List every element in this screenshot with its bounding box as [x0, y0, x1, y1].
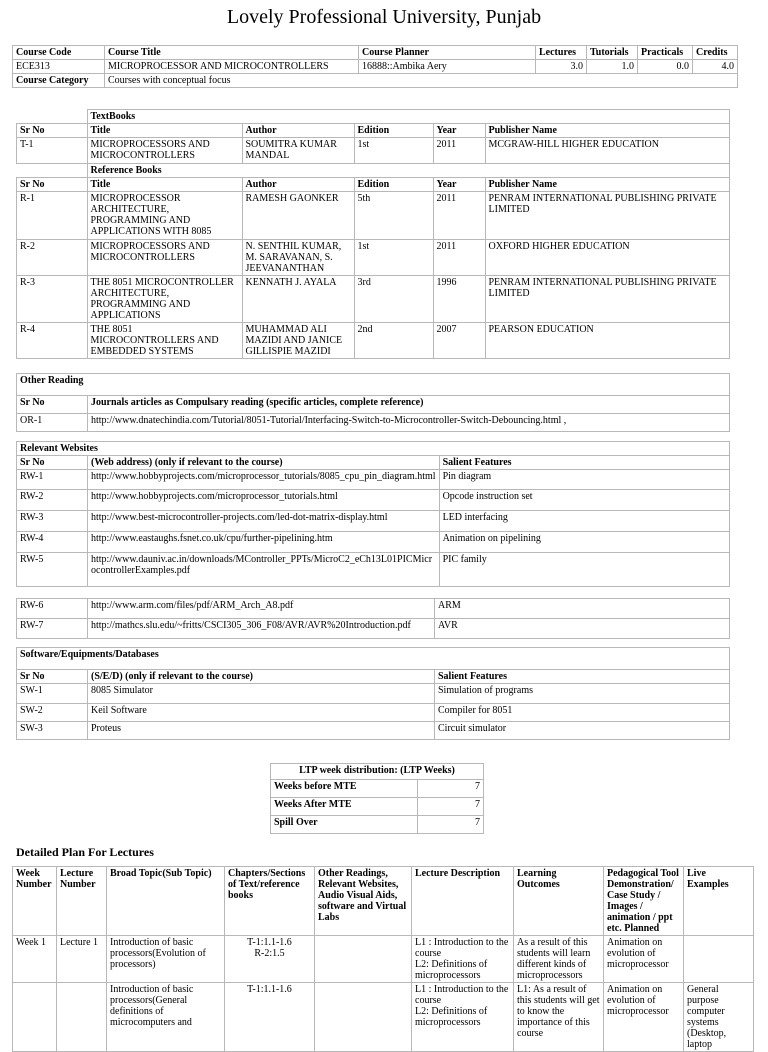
reference-title: MICROPROCESSORS AND MICROCONTROLLERS	[87, 240, 242, 276]
plan-live: General purpose computer systems (Desktop, laptop	[684, 983, 754, 1052]
reference-sr: R-3	[17, 276, 88, 323]
reference-sr: R-1	[17, 192, 88, 240]
reference-publisher: PENRAM INTERNATIONAL PUBLISHING PRIVATE LIMITED	[485, 276, 730, 323]
website-sr: RW-6	[17, 599, 88, 619]
other-reading-table	[16, 373, 730, 432]
reference-publisher: OXFORD HIGHER EDUCATION	[485, 240, 730, 276]
plan-header-topic: Broad Topic(Sub Topic)	[107, 867, 225, 936]
website-url[interactable]: http://www.eastaughs.fsnet.co.uk/cpu/further-pipelining.htm	[88, 532, 440, 553]
plan-topic: Introduction of basic processors(General definitions of microcomputers and	[107, 983, 225, 1052]
websites-header-sr: Sr No	[17, 456, 88, 470]
books-table	[16, 109, 730, 359]
reference-author: RAMESH GAONKER	[242, 192, 354, 240]
reference-title: THE 8051 MICROCONTROLLERS AND EMBEDDED SYSTEMS	[87, 323, 242, 359]
books-header-author: Author	[242, 178, 354, 192]
textbook-title: MICROPROCESSORS AND MICROCONTROLLERS	[87, 138, 242, 164]
ltp-label: Spill Over	[271, 816, 418, 834]
reference-year: 1996	[433, 276, 485, 323]
textbook-author: SOUMITRA KUMAR MANDAL	[242, 138, 354, 164]
plan-heading: Detailed Plan For Lectures	[16, 845, 154, 859]
header-tutorials: Tutorials	[587, 46, 638, 60]
software-sr: SW-2	[17, 704, 88, 722]
reference-author: MUHAMMAD ALI MAZIDI AND JANICE GILLISPIE MAZIDI	[242, 323, 354, 359]
course-title: MICROPROCESSOR AND MICROCONTROLLERS	[105, 60, 359, 74]
books-header-year: Year	[433, 178, 485, 192]
other-reading-label: Other Reading	[17, 374, 730, 396]
reference-publisher: PENRAM INTERNATIONAL PUBLISHING PRIVATE LIMITED	[485, 192, 730, 240]
software-header-name: (S/E/D) (only if relevant to the course)	[88, 670, 435, 684]
ltp-label: Weeks After MTE	[271, 798, 418, 816]
software-feature: Compiler for 8051	[435, 704, 730, 722]
software-table	[16, 647, 730, 740]
lectures-value: 3.0	[536, 60, 587, 74]
document-title: Lovely Professional University, Punjab	[226, 6, 542, 28]
website-url[interactable]: http://www.dauniv.ac.in/downloads/MController_PPTs/MicroC2_eCh13L01PICMicrocontrollerExamples.pdf	[88, 553, 440, 587]
plan-header-description: Lecture Description	[412, 867, 514, 936]
books-header-sr: Sr No	[17, 178, 88, 192]
textbook-year: 2011	[433, 138, 485, 164]
plan-chapters: T-1:1.1-1.6	[225, 983, 315, 1052]
reference-sr: R-4	[17, 323, 88, 359]
books-header-title: Title	[87, 178, 242, 192]
header-course-code: Course Code	[13, 46, 105, 60]
course-info-table	[12, 45, 738, 88]
website-feature: Animation on pipelining	[439, 532, 729, 553]
textbook-sr: T-1	[17, 138, 88, 164]
website-sr: RW-3	[17, 511, 88, 532]
reference-edition: 1st	[354, 240, 433, 276]
plan-header-live: Live Examples	[684, 867, 754, 936]
header-credits: Credits	[693, 46, 738, 60]
plan-header-week: Week Number	[13, 867, 57, 936]
books-header-publisher: Publisher Name	[485, 124, 730, 138]
website-sr: RW-7	[17, 619, 88, 639]
website-url[interactable]: http://www.hobbyprojects.com/microprocessor_tutorials/8085_cpu_pin_diagram.html	[88, 470, 440, 490]
plan-topic: Introduction of basic processors(Evolution of processors)	[107, 936, 225, 983]
reference-year: 2011	[433, 192, 485, 240]
software-label: Software/Equipments/Databases	[17, 648, 730, 670]
other-reading-header-ref: Journals articles as Compulsary reading (specific articles, complete reference)	[88, 396, 730, 414]
software-sr: SW-3	[17, 722, 88, 740]
books-header-edition: Edition	[354, 124, 433, 138]
plan-header-chapters: Chapters/Sections of Text/reference books	[225, 867, 315, 936]
software-header-features: Salient Features	[435, 670, 730, 684]
website-feature: AVR	[435, 619, 730, 639]
software-header-sr: Sr No	[17, 670, 88, 684]
other-reading-header-sr: Sr No	[17, 396, 88, 414]
reference-edition: 3rd	[354, 276, 433, 323]
plan-outcomes: L1: As a result of this students will get to know the importance of this course	[514, 983, 604, 1052]
lecture-plan-table	[12, 866, 754, 1052]
course-category-value: Courses with conceptual focus	[105, 74, 738, 88]
books-header-year: Year	[433, 124, 485, 138]
plan-header-tool: Pedagogical Tool Demonstration/ Case Study / Images / animation / ppt etc. Planned	[604, 867, 684, 936]
ltp-value: 7	[418, 780, 484, 798]
ltp-header: LTP week distribution: (LTP Weeks)	[271, 764, 484, 780]
reference-sr: R-2	[17, 240, 88, 276]
course-code: ECE313	[13, 60, 105, 74]
plan-header-outcomes: Learning Outcomes	[514, 867, 604, 936]
plan-lecture: Lecture 1	[57, 936, 107, 983]
reference-edition: 2nd	[354, 323, 433, 359]
reference-publisher: PEARSON EDUCATION	[485, 323, 730, 359]
reference-year: 2007	[433, 323, 485, 359]
software-name: 8085 Simulator	[88, 684, 435, 704]
website-feature: PIC family	[439, 553, 729, 587]
software-name: Proteus	[88, 722, 435, 740]
software-feature: Simulation of programs	[435, 684, 730, 704]
ltp-value: 7	[418, 816, 484, 834]
plan-other	[315, 983, 412, 1052]
reference-title: MICROPROCESSOR ARCHITECTURE, PROGRAMMING AND APPLICATIONS WITH 8085	[87, 192, 242, 240]
plan-description: L1 : Introduction to the course L2: Definitions of microprocessors	[412, 983, 514, 1052]
software-name: Keil Software	[88, 704, 435, 722]
plan-lecture	[57, 983, 107, 1052]
plan-live	[684, 936, 754, 983]
course-planner: 16888::Ambika Aery	[359, 60, 536, 74]
books-header-sr: Sr No	[17, 124, 88, 138]
books-header-author: Author	[242, 124, 354, 138]
plan-header-other: Other Readings, Relevant Websites, Audio Visual Aids, software and Virtual Labs	[315, 867, 412, 936]
reference-year: 2011	[433, 240, 485, 276]
textbook-publisher: MCGRAW-HILL HIGHER EDUCATION	[485, 138, 730, 164]
websites-header-url: (Web address) (only if relevant to the course)	[88, 456, 440, 470]
software-feature: Circuit simulator	[435, 722, 730, 740]
course-category-label: Course Category	[13, 74, 105, 88]
websites-table	[16, 441, 730, 587]
header-course-planner: Course Planner	[359, 46, 536, 60]
website-feature: Pin diagram	[439, 470, 729, 490]
websites-table-continued	[16, 598, 730, 639]
empty-cell	[17, 164, 88, 178]
textbook-edition: 1st	[354, 138, 433, 164]
reference-books-label: Reference Books	[87, 164, 730, 178]
plan-week	[13, 983, 57, 1052]
website-url[interactable]: http://mathcs.slu.edu/~fritts/CSCI305_306_F08/AVR/AVR%20Introduction.pdf	[88, 619, 435, 639]
website-sr: RW-1	[17, 470, 88, 490]
software-sr: SW-1	[17, 684, 88, 704]
empty-cell	[17, 110, 88, 124]
practicals-value: 0.0	[638, 60, 693, 74]
website-sr: RW-5	[17, 553, 88, 587]
website-sr: RW-2	[17, 490, 88, 511]
books-header-edition: Edition	[354, 178, 433, 192]
plan-tool: Animation on evolution of microprocessor	[604, 983, 684, 1052]
plan-chapters: T-1:1.1-1.6 R-2:1.5	[225, 936, 315, 983]
credits-value: 4.0	[693, 60, 738, 74]
website-sr: RW-4	[17, 532, 88, 553]
websites-label: Relevant Websites	[17, 442, 730, 456]
ltp-table	[270, 763, 484, 834]
reference-edition: 5th	[354, 192, 433, 240]
books-header-title: Title	[87, 124, 242, 138]
plan-week: Week 1	[13, 936, 57, 983]
ltp-label: Weeks before MTE	[271, 780, 418, 798]
reference-author: KENNATH J. AYALA	[242, 276, 354, 323]
textbooks-label: TextBooks	[87, 110, 730, 124]
website-url[interactable]: http://www.hobbyprojects.com/microprocessor_tutorials.html	[88, 490, 440, 511]
website-feature: LED interfacing	[439, 511, 729, 532]
ltp-value: 7	[418, 798, 484, 816]
website-feature: Opcode instruction set	[439, 490, 729, 511]
reference-title: THE 8051 MICROCONTROLLER ARCHITECTURE, PROGRAMMING AND APPLICATIONS	[87, 276, 242, 323]
plan-header-lecture: Lecture Number	[57, 867, 107, 936]
reference-author: N. SENTHIL KUMAR, M. SARAVANAN, S. JEEVANANTHAN	[242, 240, 354, 276]
plan-other	[315, 936, 412, 983]
website-url[interactable]: http://www.arm.com/files/pdf/ARM_Arch_A8.pdf	[88, 599, 435, 619]
books-header-publisher: Publisher Name	[485, 178, 730, 192]
header-lectures: Lectures	[536, 46, 587, 60]
tutorials-value: 1.0	[587, 60, 638, 74]
plan-description: L1 : Introduction to the course L2: Definitions of microprocessors	[412, 936, 514, 983]
other-reading-sr: OR-1	[17, 414, 88, 432]
websites-header-features: Salient Features	[439, 456, 729, 470]
plan-tool: Animation on evolution of microprocessor	[604, 936, 684, 983]
header-course-title: Course Title	[105, 46, 359, 60]
website-url[interactable]: http://www.best-microcontroller-projects.com/led-dot-matrix-display.html	[88, 511, 440, 532]
other-reading-ref: http://www.dnatechindia.com/Tutorial/8051-Tutorial/Interfacing-Switch-to-Microcontroller-Switch-Debouncing.html ,	[88, 414, 730, 432]
plan-outcomes: As a result of this students will learn different kinds of microprocessors	[514, 936, 604, 983]
website-feature: ARM	[435, 599, 730, 619]
header-practicals: Practicals	[638, 46, 693, 60]
